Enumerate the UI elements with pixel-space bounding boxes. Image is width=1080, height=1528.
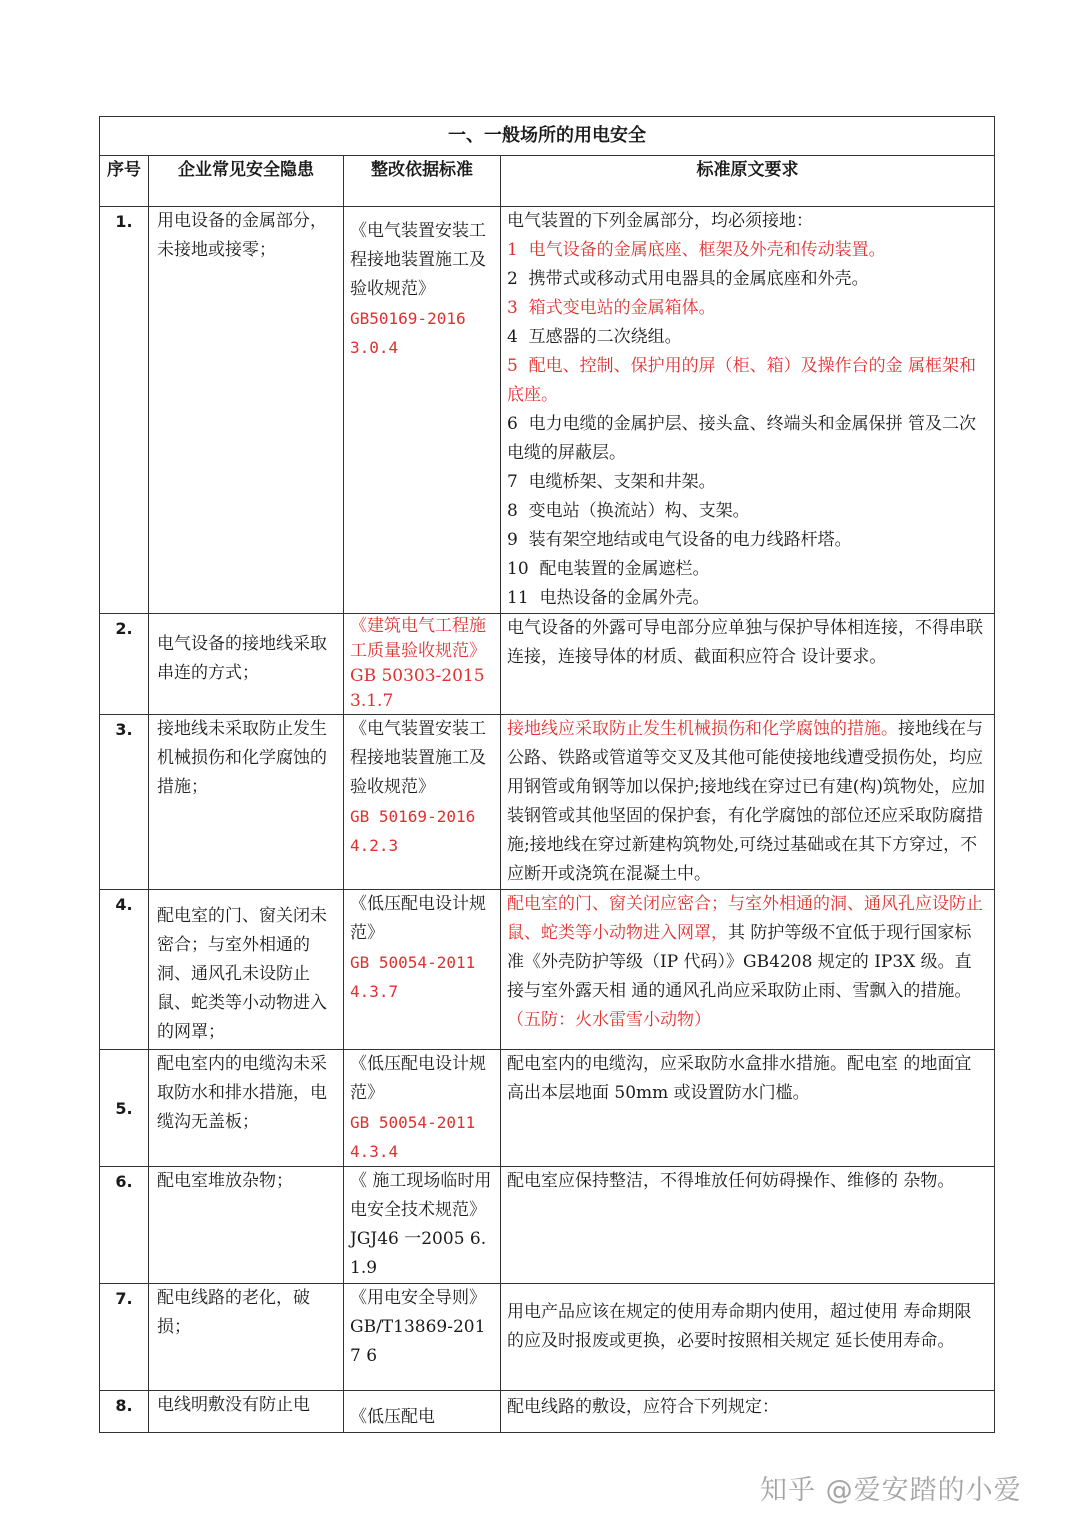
req-item-text: 配电装置的金属遮栏。: [539, 559, 710, 579]
row-requirement: [501, 715, 995, 890]
req-item-text: 携带式或移动式用电器具的金属底座和外壳。: [528, 269, 869, 289]
req-item: [507, 410, 988, 468]
req-item: [507, 294, 988, 323]
row-seq: 4.: [100, 890, 149, 1050]
req-item: [507, 584, 988, 613]
table-row: [100, 1391, 995, 1433]
header-basis: 整改依据标准: [344, 156, 501, 207]
table-row: [100, 1167, 995, 1284]
req-item-num: 1: [507, 240, 518, 260]
req-item-text: 配电、控制、保护用的屏（柜、箱）及操作台的金 属框架和底座。: [507, 356, 977, 405]
table-row: [100, 614, 995, 715]
row-seq: 1.: [100, 207, 149, 614]
row-seq: 7.: [100, 1284, 149, 1391]
req-item: [507, 497, 988, 526]
row-seq: 8.: [100, 1391, 149, 1433]
req-intro: 电气装置的下列金属部分，均必须接地：: [507, 211, 813, 231]
req-item-num: 11: [507, 588, 529, 608]
row-basis: [344, 715, 501, 890]
row-seq: 5.: [100, 1050, 149, 1167]
req-item-text: 互感器的二次绕组。: [528, 327, 682, 347]
req-item-text: 电气设备的金属底座、框架及外壳和传动装置。: [528, 240, 886, 260]
header-requirement: 标准原文要求: [501, 156, 995, 207]
row-hazard: 配电线路的老化，破损；: [149, 1284, 344, 1391]
row-hazard: 配电室内的电缆沟未采取防水和排水措施，电缆沟无盖板；: [149, 1050, 344, 1167]
req-body: 其 防护等级不宜低于现行国家标准《外壳防护等级（IP 代码）》GB4208 规定的 IP3X 级。直接与室外露天相 通的通风孔尚应采取防止雨、雪飘入的措施。: [507, 923, 972, 1001]
req-item-num: 10: [507, 559, 529, 579]
req-item: [507, 236, 988, 265]
basis-code: GB 50054-2011 4.3.7: [350, 953, 476, 1001]
req-item-num: 3: [507, 298, 518, 318]
req-item-num: 5: [507, 356, 518, 376]
req-item-num: 4: [507, 327, 518, 347]
row-basis: 《低压配电: [344, 1391, 501, 1433]
row-hazard: 接地线未采取防止发生机械损伤和化学腐蚀的措施；: [149, 715, 344, 890]
row-seq: 3.: [100, 715, 149, 890]
req-item-num: 7: [507, 472, 518, 492]
req-item: [507, 352, 988, 410]
row-requirement: 电气设备的外露可导电部分应单独与保护导体相连接，不得串联连接，连接导体的材质、截面积应符合 设计要求。: [501, 614, 995, 715]
row-basis: [344, 614, 501, 715]
table-header-row: [100, 156, 995, 207]
row-hazard: 用电设备的金属部分， 未接地或接零；: [149, 207, 344, 614]
req-item: [507, 526, 988, 555]
req-highlight: 配电室的门、窗关闭应密合；与室外相通的洞、通风孔应设防止鼠、蛇类等小动物进入网罩，: [507, 894, 983, 943]
req-note: （五防：火水雷雪小动物）: [507, 1010, 711, 1030]
basis-text: 《低压配电设计规范》: [350, 894, 486, 943]
row-requirement: 配电室内的电缆沟，应采取防水盒排水措施。配电室 的地面宜高出本层地面 50mm 或设置防水门槛。: [501, 1050, 995, 1167]
req-item-text: 装有架空地结或电气设备的电力线路杆塔。: [528, 530, 852, 550]
row-seq: 6.: [100, 1167, 149, 1284]
req-item: [507, 468, 988, 497]
zhihu-watermark: 知乎 @爱安踏的小爱: [760, 1475, 1022, 1506]
row-seq: 2.: [100, 614, 149, 715]
basis-code: GB 50169-2016 4.2.3: [350, 807, 476, 855]
row-requirement: [501, 890, 995, 1050]
basis-code: GB 50054-2011 4.3.4: [350, 1113, 476, 1161]
req-body: 接地线在与公路、铁路或管道等交叉及其他可能使接地线遭受损伤处，均应用钢管或角钢等加以保护;接地线在穿过已有建(构)筑物处，应加装钢管或其他坚固的保护套，有化学腐蚀的部位还应采取防腐措施;接地线在穿过新建构筑物处,可绕过基础或在其下方穿过，不应断开或浇筑在混凝土中。: [507, 719, 985, 884]
req-item-num: 2: [507, 269, 518, 289]
req-item-text: 电缆桥架、支架和井架。: [528, 472, 716, 492]
table-row: [100, 715, 995, 890]
safety-standards-table: [99, 116, 995, 1433]
req-item-text: 变电站（换流站）构、支架。: [528, 501, 750, 521]
req-item: [507, 265, 988, 294]
req-highlight: 接地线应采取防止发生机械损伤和化学腐蚀的措施。: [507, 719, 898, 739]
row-basis: [344, 890, 501, 1050]
row-hazard: 电线明敷没有防止电: [149, 1391, 344, 1433]
row-hazard: 配电室的门、窗关闭未密合；与室外相通的洞、通风孔未设防止鼠、蛇类等小动物进入的网罩；: [149, 890, 344, 1050]
row-basis: [344, 207, 501, 614]
basis-text: 《建筑电气工程施工质量验收规范》GB 50303-2015 3.1.7: [350, 616, 486, 711]
req-item-num: 8: [507, 501, 518, 521]
req-item-text: 电热设备的金属外壳。: [539, 588, 710, 608]
row-basis: 《用电安全导则》GB/T13869-2017 6: [344, 1284, 501, 1391]
table-title-row: [100, 117, 995, 156]
table-row: [100, 207, 995, 614]
req-item-text: 箱式变电站的金属箱体。: [528, 298, 716, 318]
row-basis: 《 施工现场临时用电安全技术规范》 JGJ46 一2005 6.1.9: [344, 1167, 501, 1284]
basis-text: 《低压配电设计规范》: [350, 1054, 486, 1103]
req-item-num: 6: [507, 414, 518, 434]
table-row: [100, 1050, 995, 1167]
row-requirement: [501, 207, 995, 614]
req-item: [507, 555, 988, 584]
table-row: [100, 890, 995, 1050]
row-basis: [344, 1050, 501, 1167]
req-item: [507, 323, 988, 352]
header-hazard: 企业常见安全隐患: [149, 156, 344, 207]
row-requirement: 用电产品应该在规定的使用寿命期内使用，超过使用 寿命期限的应及时报废或更换，必要时按照相关规定 延长使用寿命。: [501, 1284, 995, 1391]
req-item-num: 9: [507, 530, 518, 550]
basis-text: 《电气装置安装工程接地装置施工及验收规范》: [350, 221, 486, 299]
row-requirement: 配电线路的敷设，应符合下列规定：: [501, 1391, 995, 1433]
req-item-text: 电力电缆的金属护层、接头盒、终端头和金属保拼 管及二次电缆的屏蔽层。: [507, 414, 977, 463]
row-hazard: 配电室堆放杂物；: [149, 1167, 344, 1284]
row-requirement: 配电室应保持整洁，不得堆放任何妨碍操作、维修的 杂物。: [501, 1167, 995, 1284]
basis-text: 《电气装置安装工程接地装置施工及验收规范》: [350, 719, 486, 797]
table-title: 一、一般场所的用电安全: [100, 117, 995, 156]
basis-code: GB50169-2016 3.0.4: [350, 309, 466, 357]
header-seq: 序号: [100, 156, 149, 207]
row-hazard: 电气设备的接地线采取串连的方式；: [149, 614, 344, 715]
table-row: [100, 1284, 995, 1391]
